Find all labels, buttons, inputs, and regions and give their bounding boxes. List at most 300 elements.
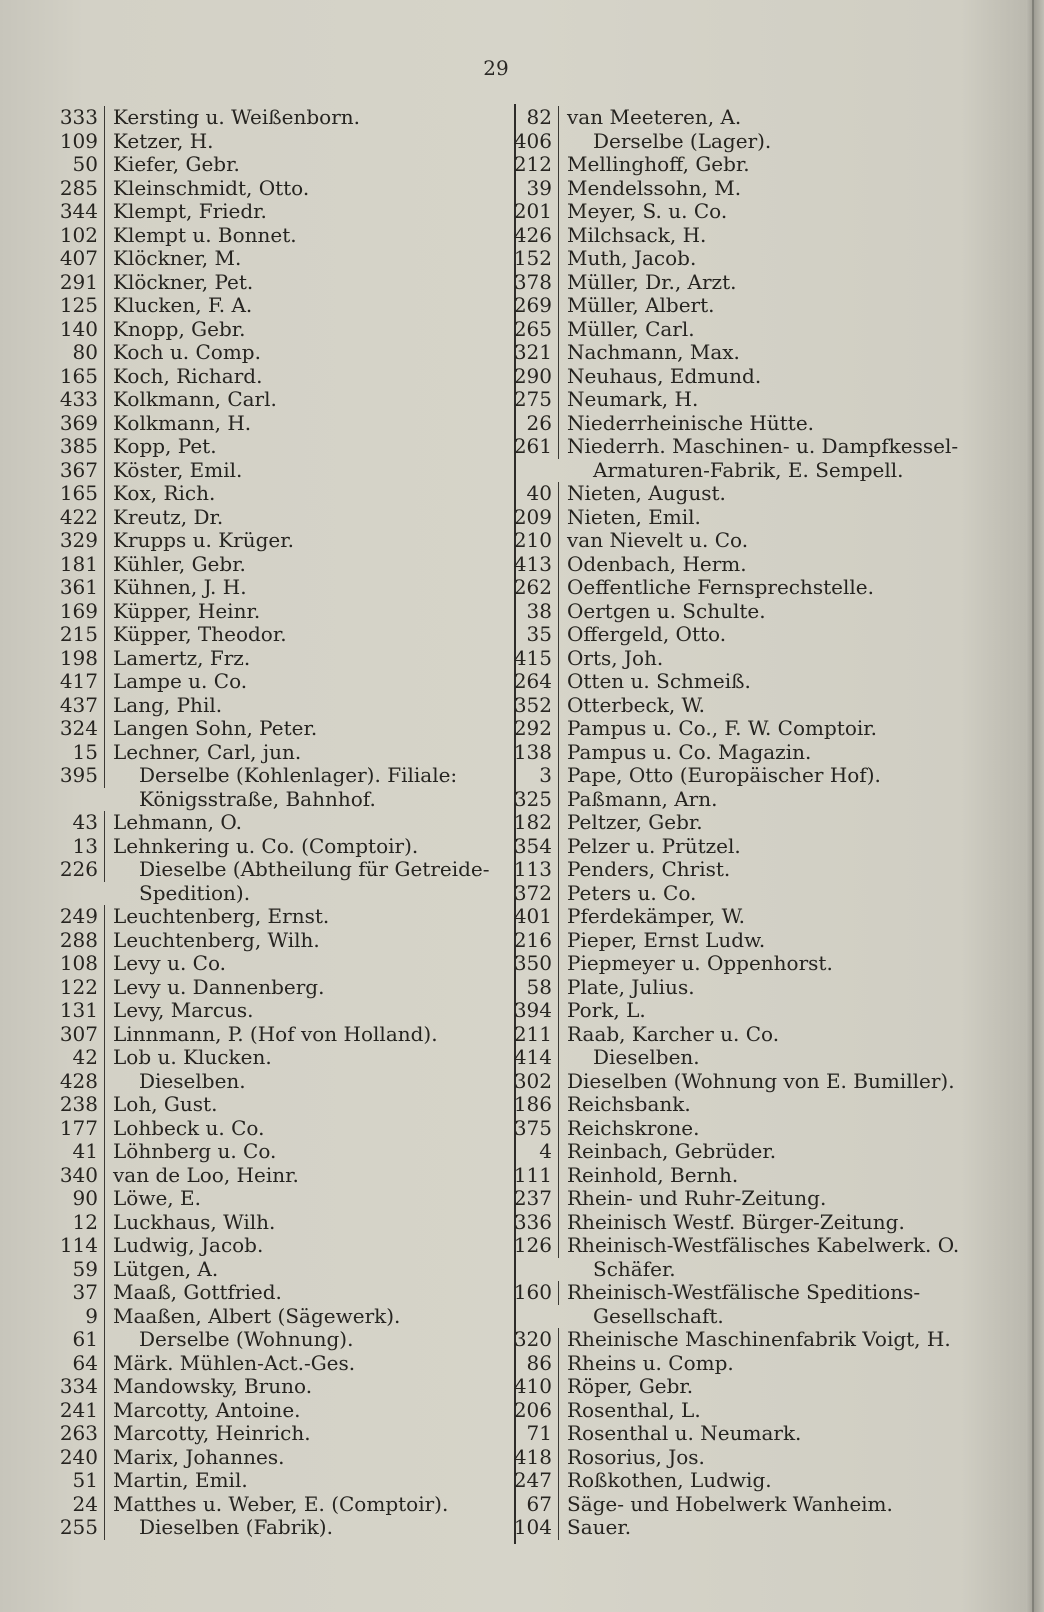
directory-entry bbox=[490, 1446, 960, 1470]
entry-number: 324 bbox=[40, 717, 105, 741]
entry-name: Niederrh. Maschinen- u. Dampfkessel- bbox=[567, 434, 959, 458]
entry-number: 417 bbox=[40, 670, 105, 694]
directory-entry bbox=[40, 835, 500, 859]
directory-entry bbox=[40, 1422, 500, 1446]
directory-entry bbox=[490, 576, 960, 600]
entry-number: 375 bbox=[490, 1117, 559, 1141]
directory-entry bbox=[490, 177, 960, 201]
entry-name: Piepmeyer u. Oppenhorst. bbox=[567, 951, 833, 975]
entry-number: 290 bbox=[490, 365, 559, 389]
entry-name: Derselbe (Kohlenlager). Filiale: bbox=[139, 763, 458, 787]
entry-name: Müller, Dr., Arzt. bbox=[567, 269, 737, 294]
entry-number: 26 bbox=[490, 412, 559, 436]
directory-entry bbox=[490, 929, 960, 953]
entry-name: Löhnberg u. Co. bbox=[113, 1139, 277, 1163]
directory-entry bbox=[490, 717, 960, 741]
entry-name: Martin, Emil. bbox=[113, 1468, 248, 1492]
entry-number: 13 bbox=[40, 835, 105, 859]
entry-number: 401 bbox=[490, 905, 559, 929]
directory-entry bbox=[40, 459, 500, 483]
entry-number: 114 bbox=[40, 1234, 105, 1258]
entry-number: 215 bbox=[40, 623, 105, 647]
directory-entry bbox=[40, 905, 500, 929]
directory-entry bbox=[40, 1046, 500, 1070]
directory-entry bbox=[40, 130, 500, 154]
entry-name: Derselbe (Wohnung). bbox=[139, 1327, 354, 1351]
entry-name: Meyer, S. u. Co. bbox=[567, 199, 728, 223]
entry-name: Nieten, August. bbox=[567, 481, 726, 505]
entry-name: Marcotty, Antoine. bbox=[113, 1397, 301, 1422]
entry-name: Orts, Joh. bbox=[567, 645, 664, 670]
entry-number: 410 bbox=[490, 1375, 559, 1399]
entry-number: 90 bbox=[40, 1187, 105, 1211]
directory-entry bbox=[40, 506, 500, 530]
directory-entry bbox=[40, 976, 500, 1000]
entry-name: Kolkmann, H. bbox=[113, 410, 252, 435]
directory-entry bbox=[40, 764, 500, 788]
entry-number: 12 bbox=[40, 1211, 105, 1235]
entry-name: Marix, Johannes. bbox=[113, 1444, 285, 1469]
entry-number: 433 bbox=[40, 388, 105, 412]
entry-number: 206 bbox=[490, 1399, 559, 1423]
entry-name: Leuchtenberg, Ernst. bbox=[113, 904, 330, 928]
directory-entry bbox=[40, 858, 500, 882]
directory-entry bbox=[40, 529, 500, 553]
entry-number: 209 bbox=[490, 506, 559, 530]
entry-name: Niederrheinische Hütte. bbox=[567, 410, 815, 435]
directory-entry bbox=[40, 1140, 500, 1164]
entry-name: Lob u. Klucken. bbox=[113, 1045, 272, 1069]
entry-name: Peters u. Co. bbox=[567, 880, 697, 905]
entry-number: 198 bbox=[40, 647, 105, 671]
entry-number: 395 bbox=[40, 764, 105, 788]
entry-number: 71 bbox=[490, 1422, 559, 1446]
directory-entry bbox=[40, 1281, 500, 1305]
directory-entry bbox=[40, 1117, 500, 1141]
entry-number: 426 bbox=[490, 224, 559, 248]
entry-number: 216 bbox=[490, 929, 559, 953]
entry-number: 50 bbox=[40, 153, 105, 177]
entry-number: 329 bbox=[40, 529, 105, 553]
entry-number: 15 bbox=[40, 741, 105, 765]
entry-name: Rheinisch-Westfälische Speditions- bbox=[567, 1280, 921, 1304]
directory-entry bbox=[40, 365, 500, 389]
entry-name: Neuhaus, Edmund. bbox=[567, 363, 762, 388]
page-number: 29 bbox=[483, 56, 509, 80]
directory-entry bbox=[40, 294, 500, 318]
directory-entry bbox=[490, 1493, 960, 1517]
entry-number: 186 bbox=[490, 1093, 559, 1117]
entry-number: 350 bbox=[490, 952, 559, 976]
entry-number: 291 bbox=[40, 271, 105, 295]
entry-number: 38 bbox=[490, 600, 559, 624]
entry-name: Oertgen u. Schulte. bbox=[567, 598, 766, 623]
directory-entry bbox=[40, 1493, 500, 1517]
entry-number: 3 bbox=[490, 764, 559, 788]
entry-name: Säge- und Hobelwerk Wanheim. bbox=[567, 1491, 893, 1516]
entry-number: 9 bbox=[40, 1305, 105, 1329]
entry-name: Mandowsky, Bruno. bbox=[113, 1374, 313, 1398]
entry-number: 333 bbox=[40, 106, 105, 130]
entry-name: Peltzer, Gebr. bbox=[567, 810, 703, 834]
directory-entry bbox=[40, 412, 500, 436]
entry-name: Krupps u. Krüger. bbox=[113, 528, 294, 552]
entry-name: Reichsbank. bbox=[567, 1092, 691, 1116]
directory-entry bbox=[490, 294, 960, 318]
entry-name: Levy u. Co. bbox=[113, 951, 227, 975]
entry-name: Nachmann, Max. bbox=[567, 340, 740, 364]
directory-entry bbox=[490, 905, 960, 929]
entry-number: 241 bbox=[40, 1399, 105, 1423]
entry-number: 302 bbox=[490, 1070, 559, 1094]
entry-name: Mellinghoff, Gebr. bbox=[567, 152, 750, 176]
entry-name: Küpper, Theodor. bbox=[113, 622, 287, 646]
entry-number: 59 bbox=[40, 1258, 105, 1282]
entry-name: Klöckner, Pet. bbox=[113, 269, 254, 294]
entry-number: 58 bbox=[490, 976, 559, 1000]
directory-entry bbox=[490, 1469, 960, 1493]
entry-number: 35 bbox=[490, 623, 559, 647]
entry-name: Offergeld, Otto. bbox=[567, 622, 727, 646]
entry-name: Klöckner, M. bbox=[113, 246, 242, 270]
entry-name: Penders, Christ. bbox=[567, 857, 731, 881]
entry-name: Lehnkering u. Co. (Comptoir). bbox=[113, 833, 419, 858]
entry-number: 126 bbox=[490, 1234, 559, 1258]
entry-number: 344 bbox=[40, 200, 105, 224]
entry-name: Dieselbe (Abtheilung für Getreide- bbox=[139, 857, 490, 881]
entry-number: 64 bbox=[40, 1352, 105, 1376]
directory-entry bbox=[490, 1422, 960, 1446]
entry-number: 240 bbox=[40, 1446, 105, 1470]
directory-entry bbox=[490, 247, 960, 271]
entry-number: 361 bbox=[40, 576, 105, 600]
directory-entry bbox=[490, 1399, 960, 1423]
entry-number: 369 bbox=[40, 412, 105, 436]
directory-entry bbox=[490, 1211, 960, 1235]
directory-entry bbox=[490, 1258, 960, 1282]
directory-entry bbox=[490, 1187, 960, 1211]
entry-number: 292 bbox=[490, 717, 559, 741]
entry-number: 41 bbox=[40, 1140, 105, 1164]
directory-entry bbox=[40, 1023, 500, 1047]
entry-name: Spedition). bbox=[139, 880, 251, 905]
directory-entry bbox=[490, 1093, 960, 1117]
entry-number: 367 bbox=[40, 459, 105, 483]
entry-name: Kolkmann, Carl. bbox=[113, 387, 277, 411]
entry-name: Dieselben (Fabrik). bbox=[139, 1515, 333, 1539]
directory-entry bbox=[40, 1305, 500, 1329]
directory-entry bbox=[40, 1070, 500, 1094]
directory-entry bbox=[490, 1117, 960, 1141]
entry-number: 288 bbox=[40, 929, 105, 953]
directory-entry bbox=[490, 200, 960, 224]
entry-name: Rosenthal u. Neumark. bbox=[567, 1421, 802, 1445]
directory-entry bbox=[40, 153, 500, 177]
entry-number: 422 bbox=[40, 506, 105, 530]
entry-name: Koch, Richard. bbox=[113, 363, 263, 388]
entry-number: 201 bbox=[490, 200, 559, 224]
entry-name: Müller, Albert. bbox=[567, 293, 715, 317]
directory-entry bbox=[490, 1375, 960, 1399]
directory-entry bbox=[40, 647, 500, 671]
entry-number: 407 bbox=[40, 247, 105, 271]
entry-number: 237 bbox=[490, 1187, 559, 1211]
entry-number: 385 bbox=[40, 435, 105, 459]
entry-name: Kersting u. Weißenborn. bbox=[113, 105, 361, 129]
directory-entry bbox=[40, 318, 500, 342]
directory-entry bbox=[40, 1446, 500, 1470]
entry-name: Paßmann, Arn. bbox=[567, 786, 718, 811]
entry-name: Pork, L. bbox=[567, 998, 646, 1022]
entry-number: 39 bbox=[490, 177, 559, 201]
directory-entry bbox=[40, 1234, 500, 1258]
directory-entry bbox=[40, 717, 500, 741]
directory-entry bbox=[40, 271, 500, 295]
directory-entry bbox=[490, 1070, 960, 1094]
directory-entry bbox=[40, 670, 500, 694]
entry-number: 80 bbox=[40, 341, 105, 365]
entry-name: Maaßen, Albert (Sägewerk). bbox=[113, 1303, 401, 1328]
entry-number: 263 bbox=[40, 1422, 105, 1446]
directory-entry bbox=[490, 365, 960, 389]
directory-entry bbox=[490, 482, 960, 506]
entry-name: van Meeteren, A. bbox=[567, 105, 742, 129]
directory-entry bbox=[490, 130, 960, 154]
entry-name: Maaß, Gottfried. bbox=[113, 1280, 282, 1304]
directory-entry bbox=[490, 1023, 960, 1047]
entry-number: 138 bbox=[490, 741, 559, 765]
entry-name: Langen Sohn, Peter. bbox=[113, 716, 318, 740]
directory-entry bbox=[40, 247, 500, 271]
directory-entry bbox=[40, 224, 500, 248]
entry-name: Lang, Phil. bbox=[113, 692, 223, 717]
entry-name: Milchsack, H. bbox=[567, 222, 707, 247]
directory-entry bbox=[40, 882, 500, 906]
entry-name: Pieper, Ernst Ludw. bbox=[567, 927, 766, 952]
entry-name: Kox, Rich. bbox=[113, 481, 216, 505]
directory-entry bbox=[490, 1234, 960, 1258]
entry-name: Muth, Jacob. bbox=[567, 246, 697, 270]
entry-name: Lampe u. Co. bbox=[113, 669, 248, 693]
entry-name: Armaturen-Fabrik, E. Sempell. bbox=[593, 457, 904, 482]
directory-entry bbox=[40, 388, 500, 412]
entry-name: Rheinische Maschinenfabrik Voigt, H. bbox=[567, 1327, 951, 1351]
entry-number: 320 bbox=[490, 1328, 559, 1352]
entry-number: 61 bbox=[40, 1328, 105, 1352]
entry-number: 86 bbox=[490, 1352, 559, 1376]
entry-number: 415 bbox=[490, 647, 559, 671]
entry-number: 264 bbox=[490, 670, 559, 694]
entry-number: 40 bbox=[490, 482, 559, 506]
directory-entry bbox=[40, 482, 500, 506]
directory-entry bbox=[40, 1328, 500, 1352]
entry-name: Gesellschaft. bbox=[593, 1303, 724, 1328]
directory-entry bbox=[490, 106, 960, 130]
entry-name: Luckhaus, Wilh. bbox=[113, 1209, 276, 1234]
directory-entry bbox=[490, 1516, 960, 1540]
entry-number: 321 bbox=[490, 341, 559, 365]
entry-name: Reichskrone. bbox=[567, 1115, 700, 1140]
entry-name: Schäfer. bbox=[593, 1256, 676, 1281]
entry-name: Klempt u. Bonnet. bbox=[113, 222, 297, 247]
directory-entry bbox=[490, 1305, 960, 1329]
entry-number: 262 bbox=[490, 576, 559, 600]
entry-name: Lohbeck u. Co. bbox=[113, 1115, 265, 1140]
directory-entry bbox=[490, 1140, 960, 1164]
entry-name: Raab, Karcher u. Co. bbox=[567, 1021, 780, 1046]
entry-number: 165 bbox=[40, 482, 105, 506]
left-entry-list bbox=[40, 106, 500, 1540]
directory-entry bbox=[490, 341, 960, 365]
directory-entry bbox=[40, 1469, 500, 1493]
entry-number: 334 bbox=[40, 1375, 105, 1399]
entry-number: 67 bbox=[490, 1493, 559, 1517]
entry-number: 108 bbox=[40, 952, 105, 976]
entry-number: 394 bbox=[490, 999, 559, 1023]
directory-entry bbox=[40, 952, 500, 976]
entry-name: Roßkothen, Ludwig. bbox=[567, 1468, 772, 1492]
right-column bbox=[490, 106, 960, 1540]
entry-number: 226 bbox=[40, 858, 105, 882]
entry-number: 165 bbox=[40, 365, 105, 389]
directory-entry bbox=[40, 600, 500, 624]
entry-name: Dieselben. bbox=[139, 1068, 246, 1093]
entry-number: 160 bbox=[490, 1281, 559, 1305]
entry-name: Dieselben. bbox=[593, 1045, 700, 1069]
entry-name: Kühnen, J. H. bbox=[113, 575, 247, 599]
directory-entry bbox=[40, 811, 500, 835]
directory-entry bbox=[40, 1375, 500, 1399]
entry-name: Kopp, Pet. bbox=[113, 434, 217, 458]
entry-number: 406 bbox=[490, 130, 559, 154]
entry-name: Oeffentliche Fernsprechstelle. bbox=[567, 575, 874, 599]
entry-name: Loh, Gust. bbox=[113, 1092, 218, 1116]
entry-number: 428 bbox=[40, 1070, 105, 1094]
entry-number: 414 bbox=[490, 1046, 559, 1070]
entry-number: 352 bbox=[490, 694, 559, 718]
entry-name: Otten u. Schmeiß. bbox=[567, 669, 751, 693]
entry-number: 82 bbox=[490, 106, 559, 130]
entry-number: 255 bbox=[40, 1516, 105, 1540]
entry-name: van Nievelt u. Co. bbox=[567, 528, 749, 552]
entry-number: 104 bbox=[490, 1516, 559, 1540]
entry-number: 418 bbox=[490, 1446, 559, 1470]
directory-entry bbox=[490, 811, 960, 835]
entry-name: Müller, Carl. bbox=[567, 316, 695, 341]
entry-name: Lechner, Carl, jun. bbox=[113, 739, 302, 764]
entry-number: 102 bbox=[40, 224, 105, 248]
entry-name: Kühler, Gebr. bbox=[113, 551, 246, 576]
entry-name: Dieselben (Wohnung von E. Bumiller). bbox=[567, 1068, 955, 1093]
entry-number: 125 bbox=[40, 294, 105, 318]
entry-name: Derselbe (Lager). bbox=[593, 128, 772, 153]
directory-entry bbox=[490, 1046, 960, 1070]
entry-number: 113 bbox=[490, 858, 559, 882]
directory-entry bbox=[490, 788, 960, 812]
entry-name: Marcotty, Heinrich. bbox=[113, 1421, 311, 1445]
entry-number: 307 bbox=[40, 1023, 105, 1047]
directory-entry bbox=[40, 1187, 500, 1211]
entry-name: Levy, Marcus. bbox=[113, 998, 254, 1022]
directory-entry bbox=[40, 623, 500, 647]
entry-name: Kreutz, Dr. bbox=[113, 504, 224, 529]
entry-number: 212 bbox=[490, 153, 559, 177]
directory-entry bbox=[490, 1164, 960, 1188]
entry-name: Köster, Emil. bbox=[113, 457, 243, 482]
entry-number: 51 bbox=[40, 1469, 105, 1493]
entry-number: 269 bbox=[490, 294, 559, 318]
directory-entry bbox=[490, 952, 960, 976]
entry-name: Kiefer, Gebr. bbox=[113, 152, 240, 176]
directory-entry bbox=[490, 600, 960, 624]
entry-name: van de Loo, Heinr. bbox=[113, 1162, 299, 1187]
directory-entry bbox=[40, 1258, 500, 1282]
directory-entry bbox=[490, 318, 960, 342]
entry-name: Röper, Gebr. bbox=[567, 1374, 694, 1398]
entry-name: Klucken, F. A. bbox=[113, 293, 253, 317]
entry-number: 4 bbox=[490, 1140, 559, 1164]
entry-name: Linnmann, P. (Hof von Holland). bbox=[113, 1021, 438, 1046]
directory-entry bbox=[40, 1093, 500, 1117]
entry-name: Klempt, Friedr. bbox=[113, 199, 267, 223]
directory-entry bbox=[490, 858, 960, 882]
entry-name: Pampus u. Co., F. W. Comptoir. bbox=[567, 716, 877, 740]
entry-name: Levy u. Dannenberg. bbox=[113, 974, 325, 999]
entry-name: Märk. Mühlen-Act.-Ges. bbox=[113, 1350, 356, 1375]
entry-name: Knopp, Gebr. bbox=[113, 316, 246, 341]
entry-name: Rheins u. Comp. bbox=[567, 1350, 734, 1375]
entry-name: Lütgen, A. bbox=[113, 1256, 219, 1281]
entry-number: 111 bbox=[490, 1164, 559, 1188]
directory-entry bbox=[490, 224, 960, 248]
entry-number: 122 bbox=[40, 976, 105, 1000]
directory-entry bbox=[490, 553, 960, 577]
entry-number: 354 bbox=[490, 835, 559, 859]
directory-entry bbox=[490, 976, 960, 1000]
directory-entry bbox=[490, 412, 960, 436]
page-edge bbox=[1026, 0, 1044, 1612]
directory-entry bbox=[490, 882, 960, 906]
entry-number: 325 bbox=[490, 788, 559, 812]
directory-entry bbox=[490, 764, 960, 788]
entry-name: Reinhold, Bernh. bbox=[567, 1162, 739, 1187]
entry-number: 182 bbox=[490, 811, 559, 835]
directory-entry bbox=[490, 670, 960, 694]
directory-entry bbox=[490, 1352, 960, 1376]
directory-entry bbox=[40, 1211, 500, 1235]
directory-entry bbox=[40, 553, 500, 577]
entry-name: Küpper, Heinr. bbox=[113, 598, 261, 623]
entry-number: 131 bbox=[40, 999, 105, 1023]
entry-name: Königsstraße, Bahnhof. bbox=[139, 786, 376, 811]
entry-number: 378 bbox=[490, 271, 559, 295]
directory-entry bbox=[40, 1399, 500, 1423]
directory-entry bbox=[490, 153, 960, 177]
entry-name: Ludwig, Jacob. bbox=[113, 1233, 264, 1257]
directory-entry bbox=[40, 200, 500, 224]
entry-name: Neumark, H. bbox=[567, 387, 699, 411]
entry-number: 43 bbox=[40, 811, 105, 835]
right-entry-list bbox=[490, 106, 960, 1540]
directory-entry bbox=[40, 999, 500, 1023]
entry-name: Rosenthal, L. bbox=[567, 1397, 701, 1422]
directory-entry bbox=[40, 341, 500, 365]
entry-name: Lamertz, Frz. bbox=[113, 645, 251, 670]
entry-name: Nieten, Emil. bbox=[567, 504, 701, 529]
entry-number: 140 bbox=[40, 318, 105, 342]
directory-entry bbox=[490, 435, 960, 459]
entry-name: Koch u. Comp. bbox=[113, 340, 261, 364]
